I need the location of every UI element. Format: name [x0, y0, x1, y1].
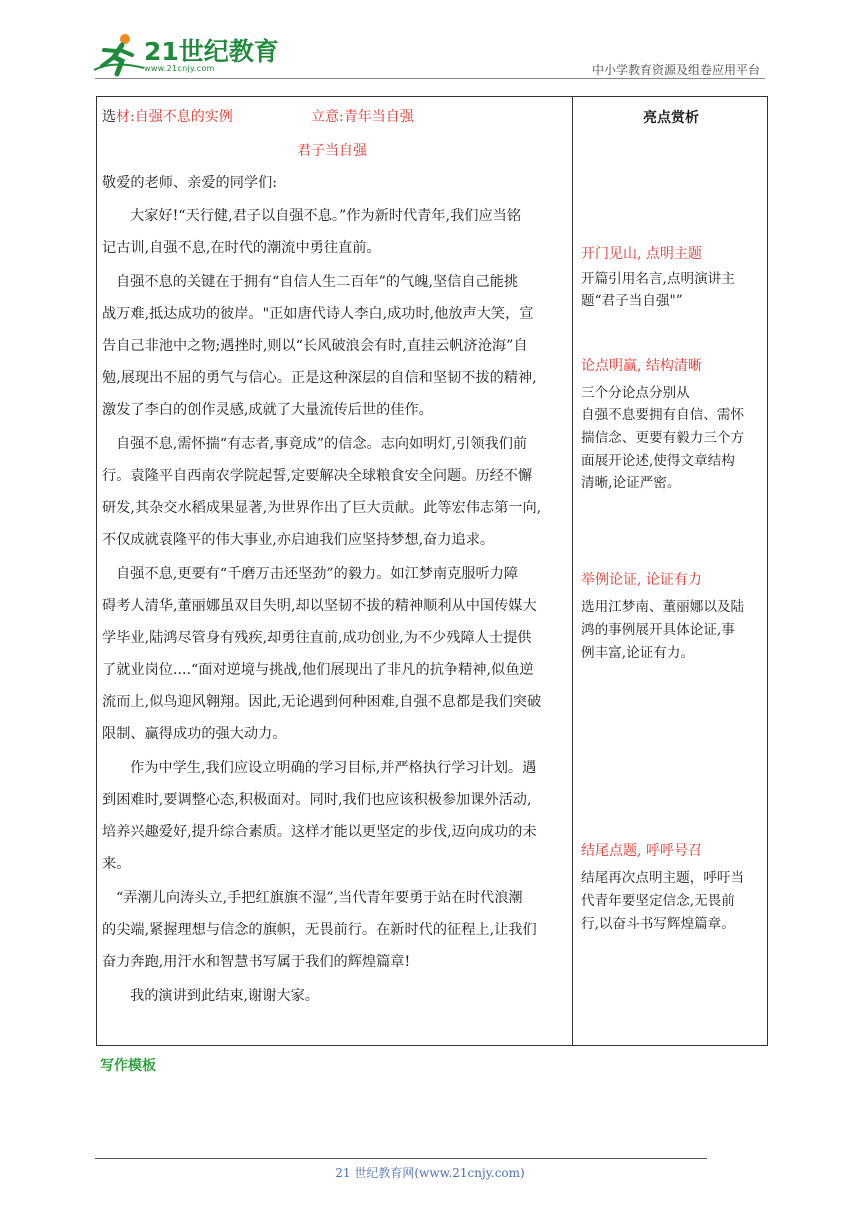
essay-table — [96, 96, 768, 1046]
note-line: 面展开论述,使得文章结构 — [581, 453, 735, 469]
essay-title: 君子当自强 — [297, 143, 367, 159]
essay-line: 流而上,似鸟迎风翱翔。因此,无论遇到何种困难,自强不息都是我们突破 — [102, 694, 542, 710]
essay-line: 我的演讲到此结束,谢谢大家。 — [130, 988, 319, 1004]
analysis-heading: 亮点赏析 — [643, 110, 699, 126]
intent-label: 立意:青年当自强 — [311, 109, 414, 125]
footer-text: 21 世纪教育网(www.21cnjy.com) — [335, 1166, 525, 1180]
note-line: 例丰富,论证有力。 — [581, 645, 695, 661]
note-title: 结尾点题, 呼呼号召 — [581, 843, 702, 859]
note-line: 自强不息要拥有自信、需怀 — [581, 407, 745, 423]
essay-line: 不仅成就袁隆平的伟大事业,亦启迪我们应坚持梦想,奋力追求。 — [102, 532, 495, 548]
essay-line: 来。 — [102, 856, 131, 872]
note-line: 结尾再次点明主题，呼吁当 — [581, 870, 745, 886]
note-line: 行,以奋斗书写辉煌篇章。 — [581, 916, 735, 932]
essay-line: 战万难,抵达成功的彼岸。"正如唐代诗人李白,成功时,他放声大笑，宣 — [102, 306, 534, 322]
essay-line: 大家好!“天行健,君子以自强不息。”作为新时代青年,我们应当铭 — [130, 208, 522, 224]
logo — [92, 30, 279, 80]
note-line: 代青年要坚定信念,无畏前 — [581, 893, 735, 909]
essay-line: “弄潮儿向涛头立,手把红旗旗不湿”,当代青年要勇于站在时代浪潮 — [116, 890, 523, 906]
note-title: 开门见山, 点明主题 — [581, 246, 702, 262]
logo-url: www.21cnjy.com — [144, 64, 215, 73]
note-line: 选用江梦南、董丽娜以及陆 — [581, 599, 745, 615]
essay-line: 碍考人清华,董丽娜虽双目失明,却以坚韧不拔的精神顺利从中国传媒大 — [102, 598, 537, 614]
template-label: 写作模板 — [100, 1058, 156, 1074]
essay-line: 自强不息,需怀揣“有志者,事竟成”的信念。志向如明灯,引领我们前 — [116, 436, 528, 452]
note-line: 鸿的事例展开具体论证,事 — [581, 622, 735, 638]
essay-line: 到困难时,要调整心态,积极面对。同时,我们也应该积极参加课外活动, — [102, 792, 532, 808]
essay-line: 作为中学生,我们应设立明确的学习目标,并严格执行学习计划。遇 — [130, 760, 537, 776]
essay-line: 激发了李白的创作灵感,成就了大量流传后世的佳作。 — [102, 402, 433, 418]
footer-divider — [95, 1158, 707, 1159]
essay-line: 自强不息的关键在于拥有“自信人生二百年”的气魄,坚信自己能挑 — [116, 274, 519, 290]
note-line: 三个分论点分别从 — [581, 385, 690, 401]
essay-line: 记古训,自强不息,在时代的潮流中勇往直前。 — [102, 240, 381, 256]
header-divider — [95, 78, 765, 79]
note-line: 开篇引用名言,点明演讲主 — [581, 271, 735, 287]
essay-line: 告自己非池中之物;遇挫时,则以“长风破浪会有时,直挂云帆济沧海”自 — [102, 338, 528, 354]
essay-line: 敬爱的老师、亲爱的同学们: — [102, 175, 278, 191]
note-title: 论点明赢, 结构清晰 — [581, 358, 702, 374]
essay-line: 自强不息,更要有“千磨万击还坚劲”的毅力。如江梦南克服听力障 — [116, 566, 519, 582]
logo-text: 21世纪教育 — [144, 37, 279, 66]
runner-logo-icon — [92, 30, 148, 80]
note-line: 清晰,论证严密。 — [581, 475, 681, 491]
essay-line: 勉,展现出不屈的勇气与信心。正是这种深层的自信和坚韧不拔的精神, — [102, 370, 537, 386]
page-header — [0, 0, 860, 90]
essay-line: 培养兴趣爱好,提升综合素质。这样才能以更坚定的步伐,迈向成功的未 — [102, 824, 537, 840]
analysis-column — [573, 97, 769, 1045]
note-title: 举例论证, 论证有力 — [581, 572, 702, 588]
note-line: 揣信念、更要有毅力三个方 — [581, 430, 745, 446]
essay-line: 学毕业,陆鸿尽管身有残疾,却勇往直前,成功创业,为不少残障人士提供 — [102, 630, 532, 646]
essay-column — [97, 97, 572, 1045]
essay-line: 研发,其杂交水稻成果显著,为世界作出了巨大贡献。此等宏伟志第一向, — [102, 500, 542, 516]
material-label: 选材:自强不息的实例 — [102, 109, 233, 125]
essay-line: 行。袁隆平自西南农学院起誓,定要解决全球粮食安全问题。历经不懈 — [102, 468, 533, 484]
material-label-text: 材:自强不息的实例 — [116, 109, 233, 125]
essay-line: 了就业岗位....“面对逆境与挑战,他们展现出了非凡的抗争精神,似鱼逆 — [102, 662, 534, 678]
essay-line: 限制、赢得成功的强大动力。 — [102, 726, 287, 742]
essay-line: 奋力奔跑,用汗水和智慧书写属于我们的辉煌篇章! — [102, 954, 411, 970]
note-line: 题“君子当自强"” — [581, 293, 683, 309]
platform-name: 中小学教育资源及组卷应用平台 — [591, 63, 760, 77]
essay-line: 的尖端,紧握理想与信念的旗帜，无畏前行。在新时代的征程上,让我们 — [102, 922, 537, 938]
